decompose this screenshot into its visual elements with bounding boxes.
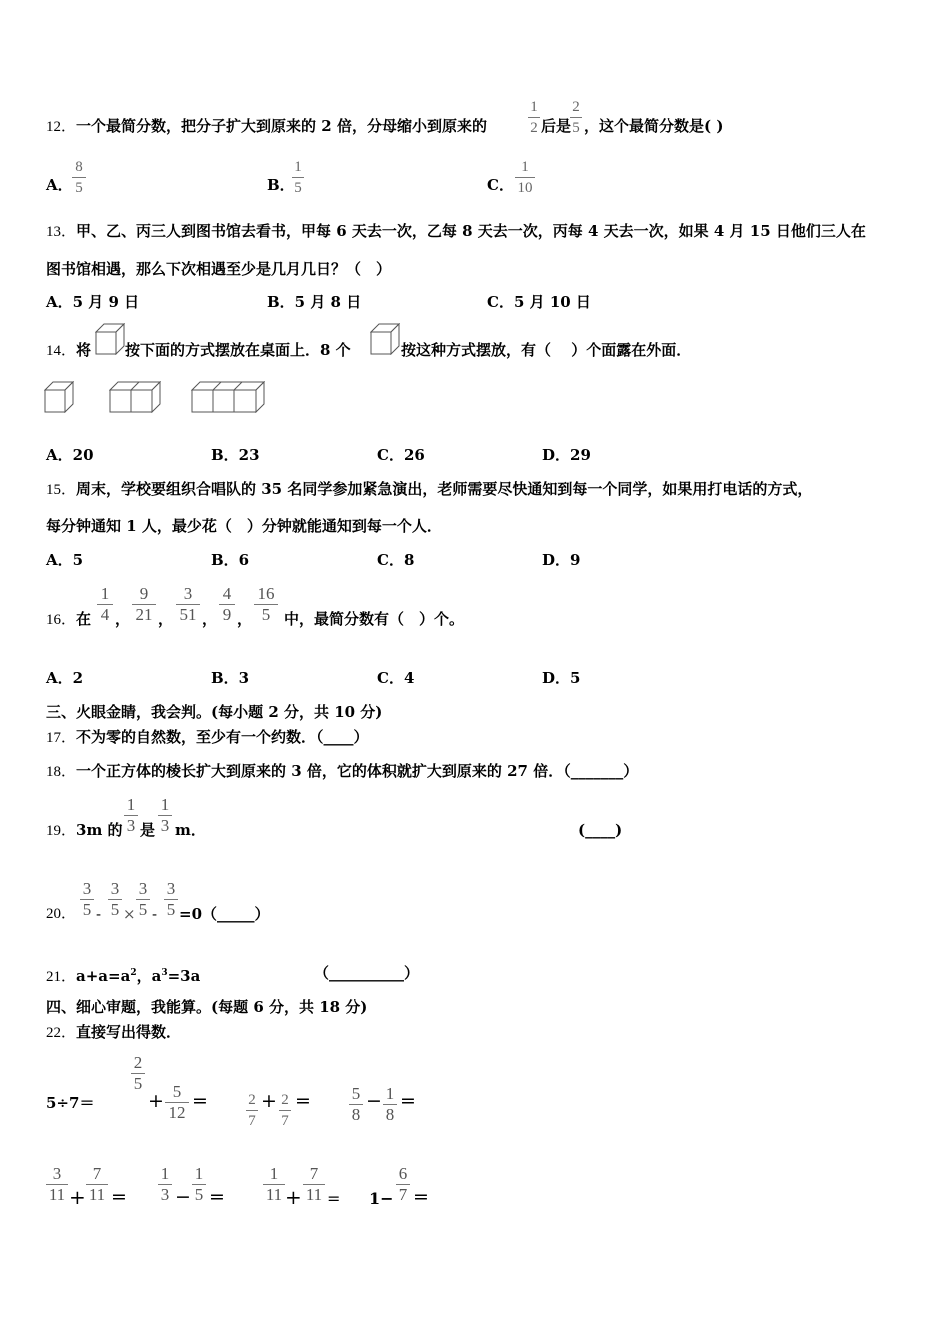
q12-option-c-label: C． <box>487 176 514 194</box>
q15-option-b: B．6 <box>211 551 250 569</box>
q22-expr-1: 5÷7＝ <box>46 1094 95 1112</box>
q22-expr-7-eq: = <box>327 1189 341 1208</box>
q16-fraction-2: 9 21 <box>132 585 156 624</box>
q22-expr-4-fraction-2: 1 8 <box>383 1085 397 1124</box>
q22-expr-7-fraction-2: 7 11 <box>303 1165 325 1204</box>
q14-text-b: 按下面的方式摆放在桌面上．8 个 <box>125 341 351 359</box>
q12-option-c-fraction: 1 10 <box>515 158 535 197</box>
q16-sep: ， <box>202 610 218 628</box>
section-4-heading: 四、细心审题，我能算。(每题 6 分，共 18 分) <box>46 998 368 1016</box>
q19-text-b: 是 <box>140 821 156 839</box>
q20-fraction-4: 3 5 <box>164 880 178 919</box>
q22-expr-3-eq: = <box>295 1090 311 1112</box>
q16-option-d: D．5 <box>542 669 581 687</box>
q12-option-b-label: B． <box>267 176 295 194</box>
q22-expr-7-op: + <box>285 1185 302 1209</box>
q15-option-a: A．5 <box>46 551 84 569</box>
q16-fraction-3: 3 51 <box>176 585 200 624</box>
q15-option-c: C．8 <box>377 551 415 569</box>
cube-icon <box>95 323 125 355</box>
q18: 18．一个正方体的棱长扩大到原来的 3 倍，它的体积就扩大到原来的 27 倍．（_______） <box>46 762 639 780</box>
q22-expr-6-eq: = <box>209 1186 225 1208</box>
q14-option-a: A．20 <box>46 446 94 464</box>
q16-fraction-4: 4 9 <box>219 585 235 624</box>
cube-icon <box>370 323 400 355</box>
q12-fraction-2: 2 5 <box>570 98 582 137</box>
q22-expr-3-op: + <box>261 1090 277 1112</box>
q19-num: 19．3m 的 <box>46 821 123 839</box>
q16-option-a: A．2 <box>46 669 84 687</box>
q22-expr-6-fraction-2: 1 5 <box>192 1165 206 1204</box>
q20-fraction-2: 3 5 <box>108 880 122 919</box>
q16-sep: ， <box>158 610 174 628</box>
q13-option-b: B．5 月 8 日 <box>267 293 362 311</box>
q19-fraction-2: 1 3 <box>158 796 172 835</box>
q15-line1: 15．周末，学校要组织合唱队的 35 名同学参加紧急演出，老师需要尽快通知到每一个同学，如果用打电话的方式， <box>46 480 813 498</box>
q22-expr-5-op: + <box>69 1185 86 1209</box>
q20-fraction-3: 3 5 <box>136 880 150 919</box>
q22-expr-2-fraction-1: 2 5 <box>131 1054 145 1093</box>
q14-option-d: D．29 <box>542 446 591 464</box>
cube-row-1-figure <box>44 381 74 413</box>
q22-expr-3-fraction-2: 2 7 <box>279 1091 291 1130</box>
q16-option-b: B．3 <box>211 669 250 687</box>
q17: 17．不为零的自然数，至少有一个约数．（____） <box>46 728 369 746</box>
q12-stem: 12．一个最简分数，把分子扩大到原来的 2 倍，分母缩小到原来的 <box>46 117 487 135</box>
q19-answer-blank[interactable]: (____) <box>578 821 623 839</box>
q16-option-c: C．4 <box>377 669 415 687</box>
q22-expr-2-eq: = <box>192 1090 208 1112</box>
q16-fraction-5: 16 5 <box>254 585 278 624</box>
cube-row-3-figure <box>191 381 265 413</box>
q20-minus-2: - <box>152 905 158 923</box>
q20-times: × <box>123 905 136 923</box>
q21-answer-blank[interactable]: （__________） <box>314 964 420 982</box>
q22-expr-2-op: + <box>148 1090 164 1112</box>
q12-fraction-1: 1 2 <box>528 98 540 137</box>
q13-option-c: C．5 月 10 日 <box>487 293 591 311</box>
section-3-heading: 三、火眼金睛，我会判。(每小题 2 分，共 10 分) <box>46 703 383 721</box>
q14-text-c: 按这种方式摆放，有（ ）个面露在外面． <box>401 341 692 359</box>
q16-sep: ， <box>237 610 253 628</box>
q20-fraction-1: 3 5 <box>80 880 94 919</box>
q12-stem-e: ，这个最简分数是( ) <box>584 117 724 135</box>
cube-row-2-figure <box>109 381 161 413</box>
q16-num: 16．在 <box>46 610 92 628</box>
q20-minus-1: - <box>96 905 102 923</box>
q22-expr-5-fraction-2: 7 11 <box>86 1165 108 1204</box>
q22-title: 22．直接写出得数． <box>46 1023 182 1041</box>
q12-option-a-label: A． <box>46 176 73 194</box>
q19-fraction-1: 1 3 <box>124 796 138 835</box>
q15-option-d: D．9 <box>542 551 581 569</box>
q22-expr-8-a: 1− <box>369 1189 394 1208</box>
q19-text-c: m． <box>175 821 206 839</box>
q22-expr-8-eq: = <box>413 1186 429 1208</box>
q22-expr-4-fraction-1: 5 8 <box>349 1085 363 1124</box>
q13-line1: 13．甲、乙、丙三人到图书馆去看书，甲每 6 天去一次，乙每 8 天去一次，丙每 4 天去一次，如果 4 月 15 日他们三人在 <box>46 222 866 240</box>
q21: 21．$a+a=a^2$，$a^3=3a$ <box>46 967 201 985</box>
q22-expr-4-op: − <box>366 1090 382 1112</box>
q13-option-a: A．5 月 9 日 <box>46 293 140 311</box>
q22-expr-2-fraction-2: 5 12 <box>165 1083 189 1122</box>
q20-num: 20． <box>46 906 77 922</box>
q15-line2: 每分钟通知 1 人，最少花（ ）分钟就能通知到每一个人． <box>46 517 442 535</box>
q22-expr-5-eq: = <box>111 1186 127 1208</box>
q14-option-b: B．23 <box>211 446 260 464</box>
q16-text-b: 中，最简分数有（ ）个。 <box>284 610 465 628</box>
q22-expr-6-fraction-1: 1 3 <box>158 1165 172 1204</box>
q12-option-a-fraction: 8 5 <box>72 158 86 197</box>
q16-sep: ， <box>115 610 131 628</box>
q22-expr-8-fraction: 6 7 <box>396 1165 410 1204</box>
q13-line2: 图书馆相遇，那么下次相遇至少是几月几日？（ ） <box>46 260 392 278</box>
q12-stem-d: 后是 <box>541 117 572 135</box>
q22-expr-6-op: − <box>175 1186 191 1208</box>
q14-option-c: C．26 <box>377 446 425 464</box>
q22-expr-3-fraction-1: 2 7 <box>246 1091 258 1130</box>
q12-option-b-fraction: 1 5 <box>292 158 304 197</box>
q20-tail: =0（_____） <box>179 905 270 923</box>
q22-expr-5-fraction-1: 3 11 <box>46 1165 68 1204</box>
q22-expr-4-eq: = <box>400 1090 416 1112</box>
q22-expr-7-fraction-1: 1 11 <box>263 1165 285 1204</box>
q16-fraction-1: 1 4 <box>97 585 113 624</box>
q14-num: 14．将 <box>46 341 92 359</box>
